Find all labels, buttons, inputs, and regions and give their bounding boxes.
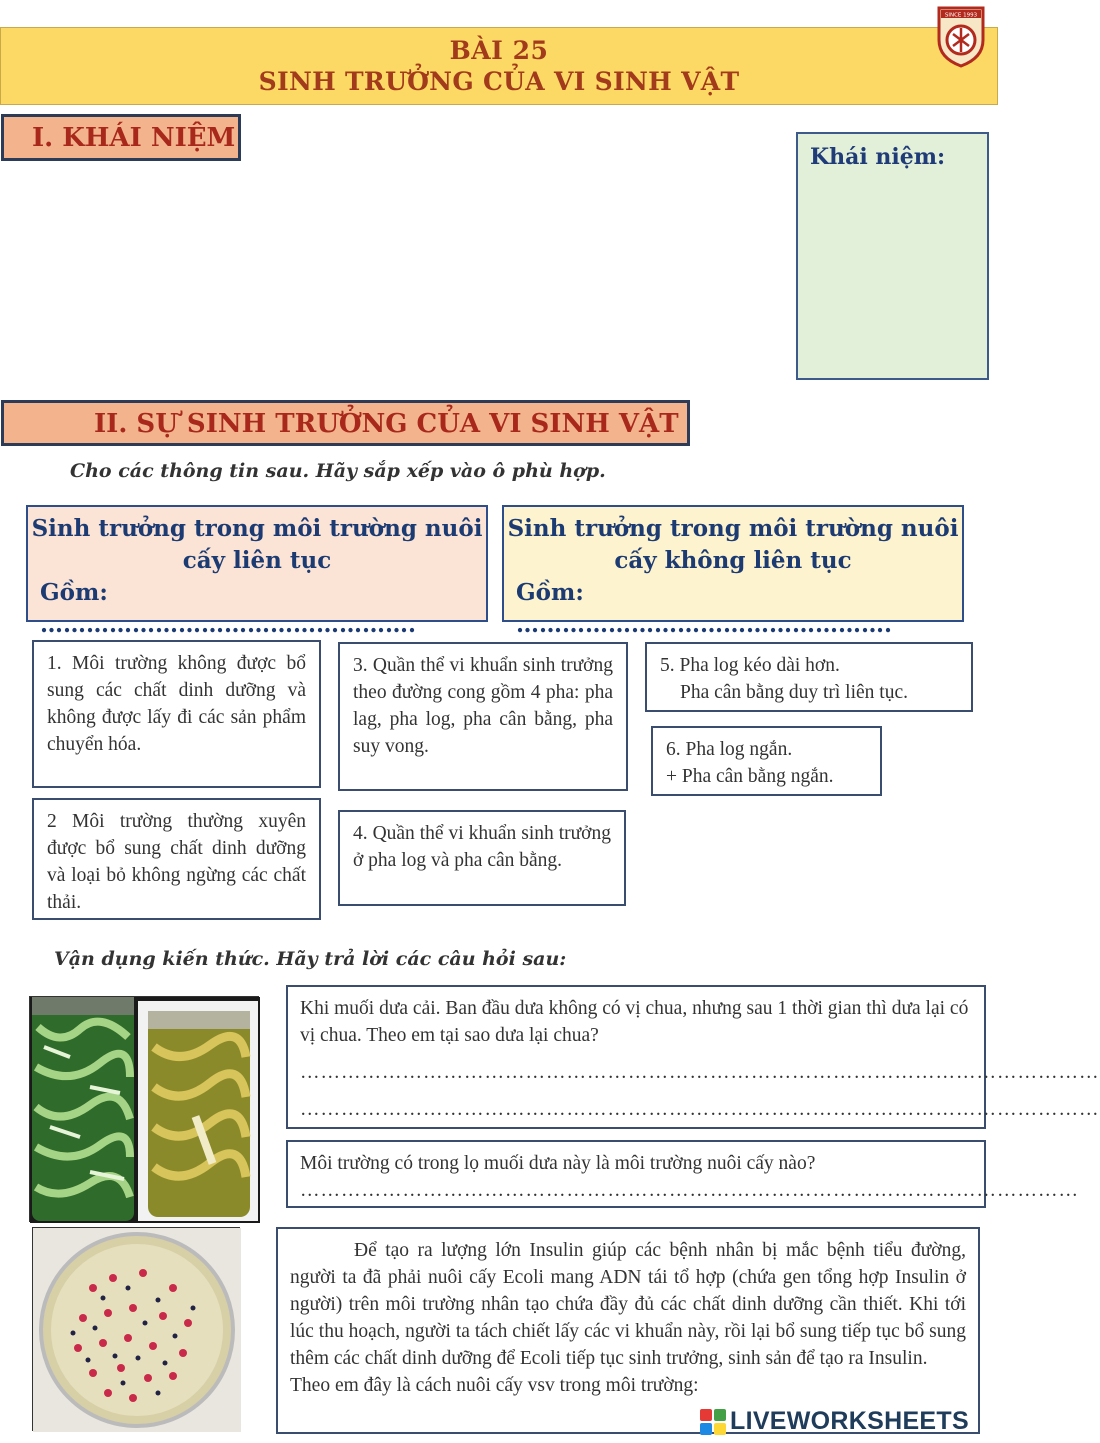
info-card-5-line1: 5. Pha log kéo dài hơn. — [660, 655, 840, 676]
batch-culture-dropzone[interactable] — [502, 505, 964, 638]
continuous-culture-includes: Gồm: …………………………………………. — [40, 579, 417, 638]
bacteria-petri-dish-photo — [32, 1227, 240, 1431]
info-card-5-line2: Pha cân bằng duy trì liên tục. — [680, 682, 908, 703]
continuous-culture-dropzone[interactable] — [26, 505, 488, 638]
concept-answer-box[interactable] — [796, 132, 989, 380]
lesson-title: SINH TRƯỞNG CỦA VI SINH VẬT — [258, 67, 740, 96]
question-2-answer-line[interactable]: …………………………………………………………………………………………………… — [300, 1180, 1079, 1201]
pickled-mustard-jars-photo — [29, 996, 259, 1222]
section-1-title: I. KHÁI NIỆM — [1, 114, 241, 161]
lesson-number: BÀI 25 — [449, 36, 549, 65]
apply-instruction: Vận dụng kiến thức. Hãy trả lời các câu hỏi sau: — [54, 948, 567, 970]
school-logo — [935, 4, 987, 68]
info-card-3[interactable]: 3. Quần thể vi khuẩn sinh trưởng theo đường cong gồm 4 pha: pha lag, pha log, pha cân bằng, pha suy vong. — [338, 642, 628, 791]
info-card-6-line1: 6. Pha log ngắn. — [666, 739, 793, 760]
question-1-answer-line-1[interactable]: ……………………………………………………………………………………………………… — [300, 1062, 1100, 1083]
batch-culture-title: Sinh trưởng trong môi trường nuôi cấy không liên tục — [507, 515, 959, 574]
question-1-text: Khi muối dưa cải. Ban đầu dưa không có vị chua, nhưng sau 1 thời gian thì dưa lại có vị chua. Theo em tại sao dưa lại chua? — [300, 998, 969, 1046]
question-3-prompt: Theo em đây là cách nuôi cấy vsv trong môi trường: — [290, 1375, 699, 1396]
lesson-header — [0, 27, 998, 105]
logo-since-text: SINCE 1993 — [944, 12, 978, 19]
continuous-culture-title: Sinh trưởng trong môi trường nuôi cấy liên tục — [31, 515, 483, 574]
sort-instruction: Cho các thông tin sau. Hãy sắp xếp vào ô phù hợp. — [70, 460, 606, 482]
info-card-1[interactable]: 1. Môi trường không được bổ sung các chất dinh dưỡng và không được lấy đi các sản phẩm chuyển hóa. — [32, 640, 321, 788]
info-card-2[interactable]: 2 Môi trường thường xuyên được bổ sung chất dinh dưỡng và loại bỏ không ngừng các chất thải. — [32, 798, 321, 920]
liveworksheets-logo-icon — [700, 1407, 728, 1437]
question-3 — [276, 1227, 980, 1434]
section-2-title: II. SỰ SINH TRƯỞNG CỦA VI SINH VẬT — [1, 400, 690, 446]
question-1-answer-line-2[interactable]: ……………………………………………………………………………………………………… — [300, 1099, 1100, 1120]
question-2 — [286, 1140, 1079, 1208]
info-card-6-line2: + Pha cân bằng ngắn. — [666, 766, 834, 787]
question-2-text: Môi trường có trong lọ muối dưa này là môi trường nuôi cấy nào? — [300, 1153, 816, 1174]
watermark-text: LIVEWORKSHEETS — [730, 1407, 969, 1435]
info-card-4[interactable]: 4. Quần thể vi khuẩn sinh trưởng ở pha log và pha cân bằng. — [338, 810, 626, 906]
concept-label: Khái niệm: — [810, 144, 946, 170]
question-1 — [286, 985, 1100, 1129]
batch-culture-includes: Gồm: …………………………………………. — [516, 579, 893, 638]
info-card-6[interactable] — [651, 726, 882, 796]
liveworksheets-watermark — [700, 1405, 996, 1439]
question-3-text: Để tạo ra lượng lớn Insulin giúp các bệnh nhân bị mắc bệnh tiểu đường, người ta đã phải nuôi cấy Ecoli mang ADN tái tổ hợp (chứa gen tổng hợp Insulin ở người) trên môi trường nhân tạo chứa đầy đủ các chất dinh dưỡng cần thiết. Khi tới lúc thu hoạch, người ta tách chiết lấy các vi khuẩn này, rồi lại bổ sung tiếp tục bổ sung thêm các chất dinh dưỡng để Ecoli tiếp tục sinh trưởng, sinh sản để tạo ra Insulin. — [290, 1240, 966, 1369]
info-card-5[interactable] — [645, 642, 973, 712]
